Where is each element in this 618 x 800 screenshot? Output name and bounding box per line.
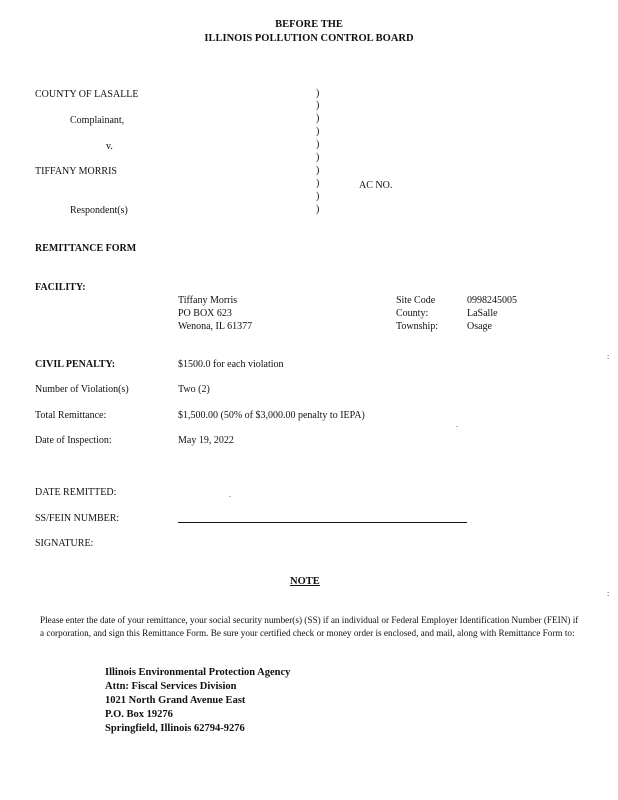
site-code-value: 0998245005 <box>467 295 517 306</box>
scan-speck: . <box>229 490 231 499</box>
date-remitted-label: DATE REMITTED: <box>35 487 117 498</box>
township-label: Township: <box>396 321 439 332</box>
township-value: Osage <box>467 321 492 332</box>
respondent-role: Respondent(s) <box>70 205 128 216</box>
respondent-name: TIFFANY MORRIS <box>35 166 117 177</box>
mail-to-line: Springfield, Illinois 62794-9276 <box>105 723 245 734</box>
form-title: REMITTANCE FORM <box>35 243 137 254</box>
scan-speck: : <box>607 589 610 598</box>
paren-9: ) <box>316 191 320 202</box>
total-remittance-label: Total Remittance: <box>35 410 107 421</box>
civil-penalty-label: CIVIL PENALTY: <box>35 359 116 370</box>
inspection-date-label: Date of Inspection: <box>35 435 112 446</box>
facility-label: FACILITY: <box>35 282 86 293</box>
facility-address-line: PO BOX 623 <box>178 308 232 319</box>
signature-label: SIGNATURE: <box>35 538 94 549</box>
civil-penalty-value: $1500.0 for each violation <box>178 359 284 370</box>
total-remittance-value: $1,500.00 (50% of $3,000.00 penalty to IEPA) <box>178 410 365 421</box>
violations-value: Two (2) <box>178 384 210 395</box>
note-title: NOTE <box>290 576 320 587</box>
mail-to-line: Illinois Environmental Protection Agency <box>105 667 291 678</box>
note-paragraph: Please enter the date of your remittance, your social security number(s) (SS) if an individual or Federal Employer Identification Number (FEIN) if a corporation, and sign this Remittance Form. Be sure your certified check or money order is enclosed, and mail, along with Remittance Form to: <box>40 615 579 638</box>
complainant-name: COUNTY OF LASALLE <box>35 89 139 100</box>
site-code-label: Site Code <box>396 295 436 306</box>
mail-to-line: Attn: Fiscal Services Division <box>105 681 237 692</box>
paren-3: ) <box>316 113 320 124</box>
header-line-1: BEFORE THE <box>275 19 343 30</box>
complainant-role: Complainant, <box>70 115 125 126</box>
paren-8: ) <box>316 178 320 189</box>
mail-to-line: 1021 North Grand Avenue East <box>105 695 246 706</box>
county-label: County: <box>396 308 429 319</box>
county-value: LaSalle <box>467 308 498 319</box>
paren-10: ) <box>316 204 320 215</box>
paren-4: ) <box>316 126 320 137</box>
paren-7: ) <box>316 165 320 176</box>
facility-address-line: Tiffany Morris <box>178 295 238 306</box>
paren-2: ) <box>316 100 320 111</box>
scan-speck: : <box>607 352 610 361</box>
mail-to-line: P.O. Box 19276 <box>105 709 173 720</box>
paren-6: ) <box>316 152 320 163</box>
ss-fein-label: SS/FEIN NUMBER: <box>35 513 120 524</box>
versus-label: v. <box>106 141 113 152</box>
paren-5: ) <box>316 139 320 150</box>
case-number-label: AC NO. <box>359 180 393 191</box>
scan-speck: . <box>456 420 458 429</box>
header-line-2: ILLINOIS POLLUTION CONTROL BOARD <box>204 33 414 44</box>
inspection-date-value: May 19, 2022 <box>178 435 234 446</box>
paren-1: ) <box>316 88 320 99</box>
facility-address-line: Wenona, IL 61377 <box>178 321 253 332</box>
violations-label: Number of Violation(s) <box>35 384 129 395</box>
ss-fein-line[interactable] <box>178 522 467 523</box>
